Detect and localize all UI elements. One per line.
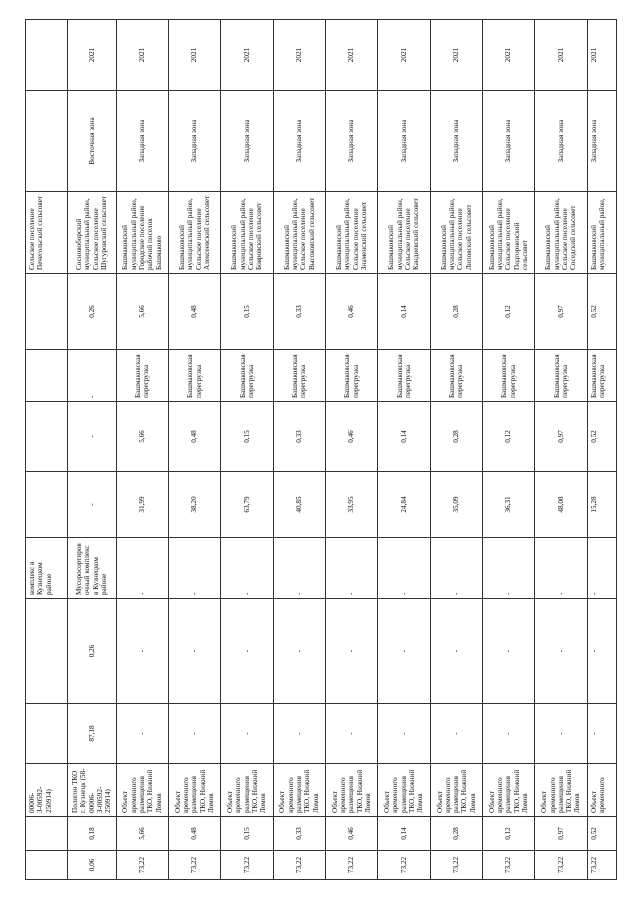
cell-value-1: - — [67, 402, 116, 472]
cell-value-1: 0,48 — [168, 402, 220, 472]
cell-value-4 — [26, 704, 68, 764]
cell-value-6: 73,22 — [587, 851, 616, 880]
cell-settlement: Башмаковский муниципальный район, Городское поселение рабочий поселок Башмаково — [116, 192, 168, 274]
cell-value-6: 73,22 — [430, 851, 482, 880]
cell-facility: - — [378, 538, 430, 599]
cell-target-facility: Объект временного размещения ТКО, Нижний Ломов — [273, 764, 325, 817]
cell-operator: Башмаковская перегрузка — [482, 350, 534, 402]
cell-value-3: - — [273, 599, 325, 704]
table-row — [168, 20, 220, 880]
cell-year: 2021 — [221, 20, 273, 91]
cell-value-1 — [26, 402, 68, 472]
cell-facility: комплекс в Кузнецком районе — [26, 538, 68, 599]
cell-facility: - — [116, 538, 168, 599]
cell-zone: Восточная зона — [67, 91, 116, 192]
table-row — [67, 20, 116, 880]
cell-zone: Западная зона — [221, 91, 273, 192]
cell-value-5 — [26, 817, 68, 851]
cell-value-4: - — [325, 704, 377, 764]
cell-zone: Западная зона — [430, 91, 482, 192]
cell-value-1: 0,52 — [587, 402, 616, 472]
cell-value-4: - — [168, 704, 220, 764]
cell-target-facility: Полигон ТКО г. Кузнецк (58-00006-З-00592-250914) — [67, 764, 116, 817]
cell-value-3: 0,26 — [67, 599, 116, 704]
cell-settlement: Башмаковский муниципальный район, Сельское поселение Соседский сельсовет — [535, 192, 587, 274]
table-row — [325, 20, 377, 880]
cell-value-3 — [26, 599, 68, 704]
cell-value-5: 0,15 — [221, 817, 273, 851]
cell-value-2: 15,28 — [587, 472, 616, 538]
cell-operator: Башмаковская перегрузка — [116, 350, 168, 402]
cell-year — [26, 20, 68, 91]
cell-year: 2021 — [168, 20, 220, 91]
cell-operator: Башмаковская перегрузка — [168, 350, 220, 402]
cell-zone: Западная зона — [273, 91, 325, 192]
cell-facility: - — [168, 538, 220, 599]
cell-value-4: - — [482, 704, 534, 764]
cell-target-facility: Объект временного размещения ТКО, Нижний Ломов — [168, 764, 220, 817]
cell-settlement: Башмаковский муниципальный район, Сельское поселение Бояровский сельсовет — [221, 192, 273, 274]
cell-mass: 0,14 — [378, 274, 430, 350]
cell-zone: Западная зона — [325, 91, 377, 192]
cell-year: 2021 — [116, 20, 168, 91]
cell-settlement: Сосновоборский муниципальный район, Сельское поселение Шугуровский сельсовет — [67, 192, 116, 274]
cell-settlement: Башмаковский муниципальный район, Сельское поселение Кандиевский сельсовет — [378, 192, 430, 274]
cell-value-3: - — [587, 599, 616, 704]
cell-value-5: 0,28 — [430, 817, 482, 851]
cell-settlement: Башмаковский муниципальный район, Сельское поселение Липовский сельсовет — [430, 192, 482, 274]
cell-value-4: - — [378, 704, 430, 764]
cell-value-4: 87,18 — [67, 704, 116, 764]
cell-value-5: 0,48 — [168, 817, 220, 851]
cell-operator: Башмаковская перегрузка — [325, 350, 377, 402]
cell-operator: Башмаковская перегрузка — [430, 350, 482, 402]
cell-value-3: - — [325, 599, 377, 704]
cell-mass: 0,28 — [430, 274, 482, 350]
cell-facility: Мусоросортировочный комплекс в Кузнецком районе — [67, 538, 116, 599]
cell-value-5: 0,14 — [378, 817, 430, 851]
cell-value-4: - — [587, 704, 616, 764]
cell-value-6: 73,22 — [482, 851, 534, 880]
cell-zone: Западная зона — [535, 91, 587, 192]
cell-mass: 0,48 — [168, 274, 220, 350]
cell-value-2 — [26, 472, 68, 538]
cell-value-6: 73,22 — [116, 851, 168, 880]
cell-target-facility: Объект временного размещения ТКО, Нижний Ломов — [482, 764, 534, 817]
cell-settlement: Башмаковский муниципальный район, Сельское поселение Знаменский сельсовет — [325, 192, 377, 274]
cell-value-2: 40,85 — [273, 472, 325, 538]
cell-mass: 0,46 — [325, 274, 377, 350]
cell-target-facility: Объект временного размещения ТКО, Нижний Ломов — [221, 764, 273, 817]
cell-mass: 0,52 — [587, 274, 616, 350]
cell-operator — [26, 350, 68, 402]
cell-facility: - — [482, 538, 534, 599]
rotated-table-container — [25, 20, 617, 880]
cell-target-facility: Объект временного размещения ТКО, Нижний Ломов — [325, 764, 377, 817]
cell-value-1: 0,46 — [325, 402, 377, 472]
cell-year: 2021 — [67, 20, 116, 91]
cell-facility: - — [325, 538, 377, 599]
cell-year: 2021 — [587, 20, 616, 91]
cell-value-3: - — [482, 599, 534, 704]
cell-zone: Западная зона — [378, 91, 430, 192]
cell-value-2: 63,79 — [221, 472, 273, 538]
cell-value-5: 0,18 — [67, 817, 116, 851]
cell-value-5: 0,52 — [587, 817, 616, 851]
cell-facility: - — [535, 538, 587, 599]
cell-value-4: - — [535, 704, 587, 764]
cell-value-6: 73,22 — [378, 851, 430, 880]
cell-value-5: 5,66 — [116, 817, 168, 851]
cell-target-facility: 00006-З-00592-250914) — [26, 764, 68, 817]
cell-target-facility: Объект временного — [587, 764, 616, 817]
cell-value-1: 0,15 — [221, 402, 273, 472]
cell-value-4: - — [430, 704, 482, 764]
cell-target-facility: Объект временного размещения ТКО, Нижний Ломов — [378, 764, 430, 817]
cell-settlement: Башмаковский муниципальный район, Сельское поселение Подгорненский сельсовет — [482, 192, 534, 274]
cell-facility: - — [273, 538, 325, 599]
cell-mass: 0,97 — [535, 274, 587, 350]
cell-value-1: 0,12 — [482, 402, 534, 472]
cell-value-5: 0,97 — [535, 817, 587, 851]
cell-value-5: 0,33 — [273, 817, 325, 851]
table-row — [430, 20, 482, 880]
table-row — [221, 20, 273, 880]
cell-operator: Башмаковская перегрузка — [535, 350, 587, 402]
cell-year: 2021 — [482, 20, 534, 91]
cell-value-2: 35,09 — [430, 472, 482, 538]
table-row — [26, 20, 68, 880]
cell-settlement: Башмаковский муниципальный район, — [587, 192, 616, 274]
table-row — [273, 20, 325, 880]
cell-value-6: 0,06 — [67, 851, 116, 880]
cell-value-5: 0,46 — [325, 817, 377, 851]
cell-settlement: Башмаковский муниципальный район, Сельское поселение Алексеевский сельсовет — [168, 192, 220, 274]
cell-mass: 0,12 — [482, 274, 534, 350]
cell-value-4: - — [116, 704, 168, 764]
cell-value-6: 73,22 — [168, 851, 220, 880]
cell-zone: Западная зона — [168, 91, 220, 192]
cell-settlement: Сельское поселение Печегольский сельсовет — [26, 192, 68, 274]
cell-mass: 5,66 — [116, 274, 168, 350]
table-row — [482, 20, 534, 880]
cell-facility: - — [587, 538, 616, 599]
cell-value-4: - — [221, 704, 273, 764]
cell-value-3: - — [221, 599, 273, 704]
cell-zone: Западная зона — [116, 91, 168, 192]
cell-value-2: 24,84 — [378, 472, 430, 538]
cell-value-2: 48,08 — [535, 472, 587, 538]
cell-value-2: 36,31 — [482, 472, 534, 538]
cell-value-2: 38,20 — [168, 472, 220, 538]
cell-value-2: - — [67, 472, 116, 538]
cell-operator: Башмаковская перегрузка — [273, 350, 325, 402]
cell-value-3: - — [168, 599, 220, 704]
cell-value-1: 0,28 — [430, 402, 482, 472]
cell-value-1: 0,14 — [378, 402, 430, 472]
cell-value-1: 0,97 — [535, 402, 587, 472]
cell-facility: - — [430, 538, 482, 599]
cell-zone: Западная зона — [482, 91, 534, 192]
cell-mass: 0,33 — [273, 274, 325, 350]
cell-target-facility: Объект временного размещения ТКО, Нижний Ломов — [430, 764, 482, 817]
cell-value-2: 33,95 — [325, 472, 377, 538]
cell-operator: Башмаковская перегрузка — [378, 350, 430, 402]
cell-target-facility: Объект временного размещения ТКО, Нижний Ломов — [116, 764, 168, 817]
cell-mass — [26, 274, 68, 350]
cell-year: 2021 — [325, 20, 377, 91]
cell-value-4: - — [273, 704, 325, 764]
table-row — [116, 20, 168, 880]
cell-zone: Западная зона — [587, 91, 616, 192]
cell-value-3: - — [378, 599, 430, 704]
cell-value-6: 73,22 — [221, 851, 273, 880]
cell-mass: 0,26 — [67, 274, 116, 350]
cell-value-3: - — [430, 599, 482, 704]
cell-zone — [26, 91, 68, 192]
cell-year: 2021 — [430, 20, 482, 91]
cell-value-2: 31,99 — [116, 472, 168, 538]
cell-value-1: 5,66 — [116, 402, 168, 472]
cell-value-1: 0,33 — [273, 402, 325, 472]
cell-year: 2021 — [535, 20, 587, 91]
cell-value-6: 73,22 — [325, 851, 377, 880]
cell-mass: 0,15 — [221, 274, 273, 350]
cell-value-6: 73,22 — [273, 851, 325, 880]
cell-operator: - — [67, 350, 116, 402]
cell-operator: Башмаковская перегрузка — [587, 350, 616, 402]
table-row — [378, 20, 430, 880]
cell-value-5: 0,12 — [482, 817, 534, 851]
cell-year: 2021 — [273, 20, 325, 91]
table-row — [535, 20, 587, 880]
cell-value-3: - — [535, 599, 587, 704]
cell-settlement: Башмаковский муниципальный район, Сельское поселение Высоковский сельсовет — [273, 192, 325, 274]
cell-target-facility: Объект временного размещения ТКО, Нижний Ломов — [535, 764, 587, 817]
cell-operator: Башмаковская перегрузка — [221, 350, 273, 402]
waste-flow-table — [25, 19, 617, 880]
table-row — [587, 20, 616, 880]
cell-value-3: - — [116, 599, 168, 704]
cell-value-6 — [26, 851, 68, 880]
cell-facility: - — [221, 538, 273, 599]
cell-value-6: 73,22 — [535, 851, 587, 880]
cell-year: 2021 — [378, 20, 430, 91]
